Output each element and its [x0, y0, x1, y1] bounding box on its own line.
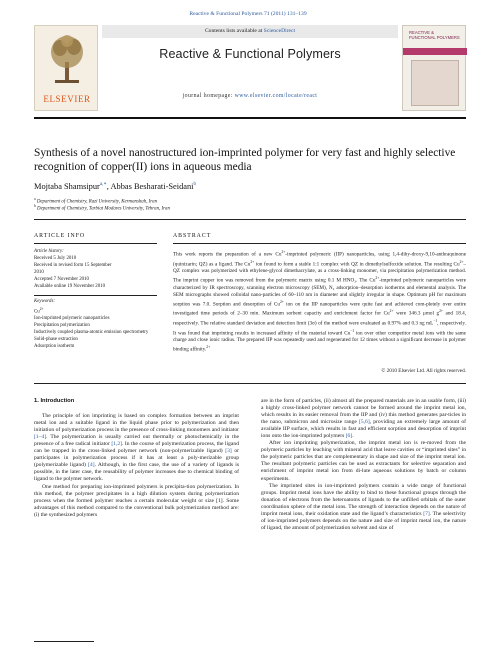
- body-paragraph: After ion imprinting polymerization, the imprint metal ion is re-moved from the polymeric particles by leaching with mineral acid that leave cavities or “imprinted sites” in the polymeric particles that are complementary in shape and size of the imprint metal ion. The resultant polymeric particles can be used as extractants for selective separation and enrichment of imprint metal ion from di-lute aqueous solutions by batch or column experiments.: [261, 440, 466, 482]
- abstract-text: This work reports the preparation of a new $Cu^{2+}$-imprinted polymeric (IIP) nanoparticles, using 1,4-dihy-droxy-9,10-anthraquinone (quinizarin; QZ) as a ligand. The $Cu^{2+}$ ion found to form a stable 1:1 complex with QZ in dimethylsulfoxide solution. The resulting $Cu^{2+}-QZ$ complex was polymerized with ethylene-glycol dimethacrylate, as a cross-linking monomer, via precipitation polymerization method. The imprint copper ion was removed from the polymeric matrix using 0.1 M HNO₃. The $Cu^{2+}$-imprinted polymeric nanoparticles were characterized by IR spectroscopy, scanning electron microscopy (SEM), N₂ adsorption–desorption isotherms and elemental analysis. The SEM micrographs showed colloidal nano-particles of 60–110 nm in diameter and slightly irregular in shape. Optimum pH for maximum sorption was 7.0. Sorption and desorption of $Cu^{2+}$ ion on the IIP nanoparticles were quite fast and achieved com-pletely over entire investigated time periods of 2–30 min. Maximum sorbent capacity and enrichment factor for $Cu^{2+}$ were 346.3 μmol $g^{2+}$ and 18.4, respectively. The relative standard deviation and detection limit (3σ) of the method were evaluated as 0.97% and 0.3 ng $mL^{-1}$, respectively. It was found that imprinting results in increased affinity of the material toward $Cu^{-1}$ ion over other competitor metal ions with the same charge and close ionic radius. The prepared IIP was repeatedly used and regenerated for 12 times without a significant decrease in polymer binding affinity.$^{2+}$: [173, 250, 466, 353]
- journal-title[interactable]: Reactive & Functional Polymers: [159, 47, 341, 61]
- keywords-rule: [34, 295, 157, 296]
- keyword-cu[interactable]: $Cu^{2+}$: [34, 306, 44, 315]
- author-2[interactable]: Abbas Besharati-Seidani: [110, 181, 194, 191]
- journal-masthead: [34, 24, 466, 112]
- article-info-rule: [34, 243, 157, 244]
- body-right-column: [261, 398, 466, 532]
- keyword[interactable]: Inductively coupled plasma-atomic emission spectrometry: [34, 330, 149, 336]
- cover-journal-title: REACTIVE & FUNCTIONAL POLYMERS: [409, 30, 460, 40]
- cover-color-strip: [403, 48, 467, 55]
- body-paragraph: The imprinted sites in ion-imprinted polymers contain a wide range of functional groups. Imprint metal ions have the ability to bind to these functional groups through the donation of electrons from the heteroatoms of ligands to the unfilled orbitals of the outer coordination sphere of the metal ions. The strength of interaction depends on the nature of imprint metal ions, their oxidation state and the ligand’s characteristics [7]. The selectivity of ion-imprinted polymers depends on the nature and size of imprint metal ion, the nature of ligand, the amount of polymerization solvent and size of: [261, 482, 466, 531]
- journal-info-box: [102, 24, 398, 112]
- affiliation-rule: [34, 219, 466, 220]
- keyword[interactable]: Ion-imprinted polymeric nanoparticles: [34, 316, 110, 322]
- keywords: Keywords: $Cu^{2+}$ Ion-imprinted polymeric nanoparticles Precipitation polymerization Inductively coupled plasma-atomic emission spectrometry Solid-phase extraction Adsorption isotherm: [34, 299, 149, 350]
- keyword[interactable]: Precipitation polymerization: [34, 323, 90, 329]
- article-info-heading: ARTICLE INFO: [34, 233, 86, 239]
- keyword[interactable]: Solid-phase extraction: [34, 337, 78, 343]
- abstract-bottom-rule: [34, 383, 466, 384]
- article-history: Article history: Received 5 July 2010 Received in revised form 15 September 2010 Accepted 7 November 2010 Available online 19 November 2010: [34, 249, 112, 289]
- affiliation-a: $^a$ Department of Chemistry, Razi University, Kermanshah, Iran: [34, 197, 158, 205]
- affiliation-b: $^b$ Department of Chemistry, Tarbiat Modares University, Tehran, Iran: [34, 204, 170, 212]
- body-paragraph: The principle of ion imprinting is based on complex formation between an imprint metal ion and a suitable ligand in the liquid phase prior to polymerization and then initiation of polymerization process in the presence of cross-linking monomers and initiator [1–4]. The polymerization is usually carried out thermally or photochemically in the presence of a free radical initiator [1,2]. In the course of polymerization process, the ligand can be trapped in the cross-linked polymer network (non-polymerizable ligand) [3] or participates in polymerization process if it has at least a poly-merizable group (polymerizable ligand) [4]. Although, in the first case, the use of a variety of ligands is possible, in the later case, the reusability of polymer increases due to chemical binding of ligand to the polymer network.: [34, 413, 240, 483]
- journal-homepage: journal homepage: www.elsevier.com/locate/react: [182, 93, 318, 99]
- elsevier-logo[interactable]: [34, 25, 98, 111]
- abstract-copyright: © 2010 Elsevier Ltd. All rights reserved.: [381, 368, 466, 374]
- journal-homepage-link[interactable]: www.elsevier.com/locate/react: [234, 93, 318, 99]
- masthead-rule: [34, 117, 466, 119]
- section-heading-introduction: 1. Introduction: [34, 398, 75, 404]
- article-authors: Mojtaba Shamsipur$^{a,∗}$, Abbas Besharati-Seidani$^b$: [34, 181, 196, 191]
- abstract-rule: [173, 243, 466, 244]
- body-paragraph: are in the form of particles, (ii) almost all the prepared materials are in an usable form, (iii) a highly cross-linked polymer network cannot be formed around the imprint metal ion, which results in its easier removal from the IIP and (iv) this method generates par-ticles in the nano, submicron and microsize range [5,6], providing an extremely large amount of available IIP surface, which results in fast and efficient sorption and desorption of imprint ions onto the ion-imprinted polymers [6].: [261, 398, 466, 440]
- sciencedirect-link[interactable]: ScienceDirect: [263, 28, 296, 34]
- elsevier-tree-icon: [47, 32, 87, 86]
- body-left-column: [34, 398, 239, 519]
- author-1-marks[interactable]: a,∗: [99, 182, 107, 187]
- author-1[interactable]: Mojtaba Shamsipur: [34, 181, 100, 191]
- cover-artwork: [411, 60, 459, 106]
- elsevier-wordmark: ELSEVIER: [43, 94, 91, 104]
- author-2-marks[interactable]: b: [193, 182, 196, 187]
- abstract-heading: ABSTRACT: [173, 233, 212, 239]
- contents-lists-bar: Contents lists available at ScienceDirect: [102, 25, 398, 38]
- article-title: Synthesis of a novel nanostructured ion-imprinted polymer for very fast and highly selective recognition of copper(II) ions in aqueous media: [34, 147, 456, 173]
- journal-citation[interactable]: Reactive & Functional Polymers 71 (2011) 131–139: [189, 11, 307, 17]
- footnote-rule: [34, 641, 94, 642]
- body-paragraph: One method for preparing ion-imprinted polymers is precipita-tion polymerization. In this method, the polymer precipitates in a high dilution system during polymerization process when the formed polymer reaches a certain molecular weight or size [1]. Some advantages of this method compared to the conventional bulk polymerization method are: (i) the synthesized polymers: [34, 483, 239, 518]
- journal-cover-thumbnail[interactable]: [402, 25, 466, 111]
- keyword[interactable]: Adsorption isotherm: [34, 344, 75, 350]
